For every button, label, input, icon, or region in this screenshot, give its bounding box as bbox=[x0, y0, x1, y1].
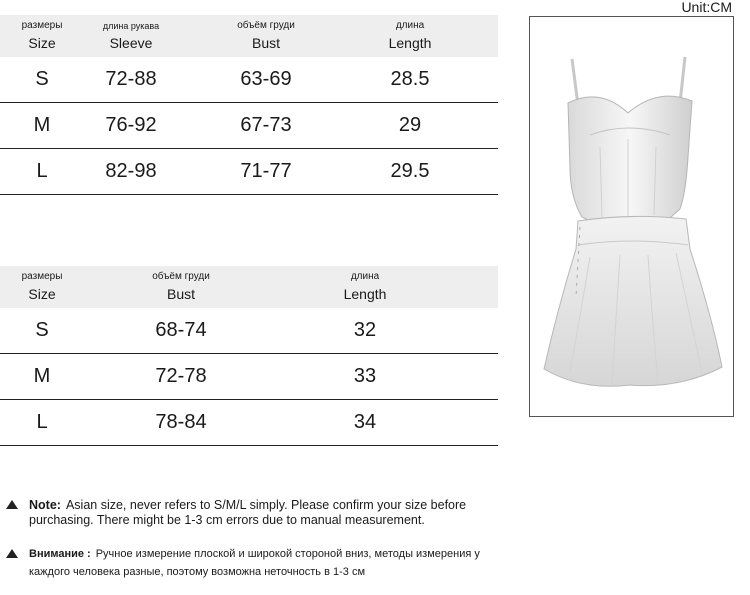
table-row bbox=[0, 149, 498, 195]
header-bust: объём груди Bust bbox=[152, 271, 210, 302]
product-photo bbox=[529, 16, 734, 417]
cell-length: 34 bbox=[353, 411, 377, 433]
note-label: Внимание : bbox=[29, 548, 91, 560]
cell-bust: 71-77 bbox=[240, 160, 292, 182]
note-english bbox=[6, 498, 516, 528]
cell-size: M bbox=[33, 365, 51, 387]
table-row bbox=[0, 354, 498, 400]
header-size: размеры Size bbox=[21, 271, 63, 302]
header-size: размеры Size bbox=[21, 20, 63, 51]
dress-illustration bbox=[530, 17, 733, 416]
note-label: Note: bbox=[29, 498, 61, 512]
note-text: Ручное измерение плоской и широкой стороной вниз, методы измерения у каждого человека разные, поэтому возможна неточность в 1-3 см bbox=[29, 548, 480, 578]
table-row bbox=[0, 103, 498, 149]
cell-sleeve: 76-92 bbox=[105, 114, 157, 136]
header-length: длина Length bbox=[388, 20, 432, 51]
cell-sleeve: 82-98 bbox=[105, 160, 157, 182]
note-russian bbox=[6, 545, 516, 581]
cell-length: 29.5 bbox=[390, 160, 430, 182]
cell-size: L bbox=[36, 160, 48, 182]
table-row bbox=[0, 308, 498, 354]
cell-bust: 72-78 bbox=[155, 365, 207, 387]
note-text: Asian size, never refers to S/M/L simply. Please confirm your size before purchasing. There might be 1-3 cm errors due to manual measurement. bbox=[29, 498, 467, 527]
cell-bust: 78-84 bbox=[155, 411, 207, 433]
cell-sleeve: 72-88 bbox=[105, 68, 157, 90]
table-row bbox=[0, 400, 498, 446]
top-size-table bbox=[0, 15, 498, 195]
header-length: длина Length bbox=[343, 271, 387, 302]
cell-bust: 63-69 bbox=[240, 68, 292, 90]
cell-bust: 67-73 bbox=[240, 114, 292, 136]
cell-size: S bbox=[35, 319, 49, 341]
cell-length: 28.5 bbox=[390, 68, 430, 90]
cell-size: L bbox=[36, 411, 48, 433]
cell-bust: 68-74 bbox=[155, 319, 207, 341]
table-header bbox=[0, 266, 498, 308]
cell-length: 33 bbox=[353, 365, 377, 387]
cell-size: M bbox=[33, 114, 51, 136]
cell-length: 29 bbox=[398, 114, 422, 136]
header-sleeve: длина рукава Sleeve bbox=[102, 21, 160, 51]
unit-label: Unit:CM bbox=[681, 0, 732, 15]
header-bust: объём груди Bust bbox=[237, 20, 295, 51]
skirt-size-table bbox=[0, 266, 498, 446]
cell-length: 32 bbox=[353, 319, 377, 341]
table-header bbox=[0, 15, 498, 57]
warning-triangle-icon bbox=[6, 500, 18, 509]
table-row bbox=[0, 57, 498, 103]
warning-triangle-icon bbox=[6, 549, 18, 558]
cell-size: S bbox=[35, 68, 49, 90]
